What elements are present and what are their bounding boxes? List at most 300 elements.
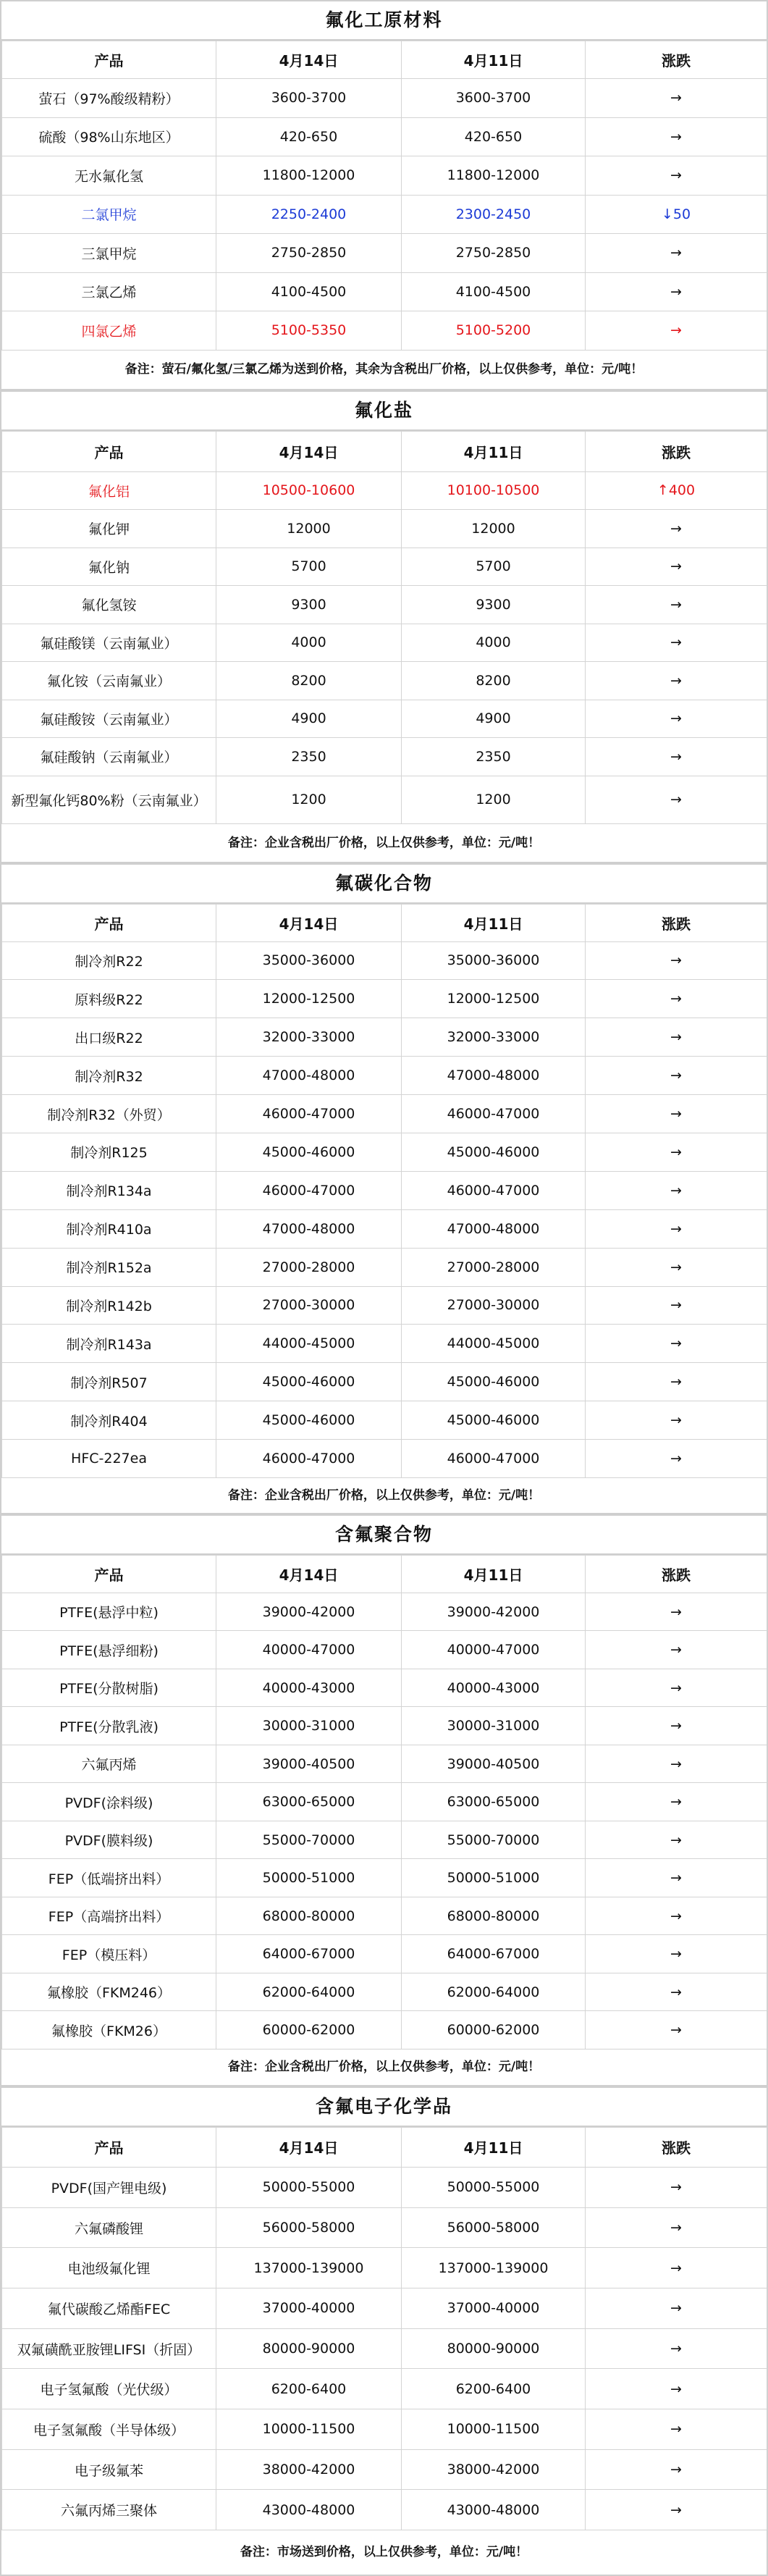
column-header: 4月14日 [216, 1555, 402, 1593]
change-cell: → [586, 79, 767, 118]
price-previous-cell: 6200-6400 [402, 2369, 586, 2409]
table-row [2, 1057, 767, 1095]
product-name-cell: 制冷剂R134a [2, 1171, 216, 1209]
column-header: 产品 [2, 41, 216, 79]
change-cell: → [586, 1669, 767, 1707]
price-previous-cell: 45000-46000 [402, 1363, 586, 1401]
product-name-cell: 六氟丙烯三聚体 [2, 2490, 216, 2530]
table-row [2, 547, 767, 586]
column-header: 产品 [2, 2127, 216, 2167]
product-name-cell: 硫酸（98%山东地区） [2, 117, 216, 156]
price-current-cell: 68000-80000 [216, 1897, 402, 1935]
price-previous-cell: 137000-139000 [402, 2248, 586, 2288]
table-row [2, 1745, 767, 1783]
section-title: 含氟电子化学品 [1, 2086, 767, 2127]
price-current-cell: 12000 [216, 510, 402, 548]
price-current-cell: 45000-46000 [216, 1133, 402, 1171]
section-title: 含氟聚合物 [1, 1514, 767, 1555]
change-cell: → [586, 1286, 767, 1325]
table-row [2, 2328, 767, 2369]
column-header: 4月14日 [216, 41, 402, 79]
price-previous-cell: 27000-30000 [402, 1286, 586, 1325]
price-current-cell: 45000-46000 [216, 1363, 402, 1401]
price-current-cell: 10000-11500 [216, 2409, 402, 2450]
product-name-cell: 氟化钾 [2, 510, 216, 548]
table-row [2, 1935, 767, 1973]
table-row [2, 1859, 767, 1897]
table-row [2, 510, 767, 548]
price-current-cell: 2350 [216, 738, 402, 776]
table-row [2, 2490, 767, 2530]
product-name-cell: PTFE(分散树脂) [2, 1669, 216, 1707]
price-previous-cell: 56000-58000 [402, 2207, 586, 2248]
column-header: 4月11日 [402, 431, 586, 471]
price-current-cell: 56000-58000 [216, 2207, 402, 2248]
table-row [2, 1821, 767, 1859]
price-current-cell: 11800-12000 [216, 156, 402, 196]
section [0, 2086, 768, 2576]
change-cell: → [586, 311, 767, 351]
product-name-cell: FEP（低端挤出料） [2, 1859, 216, 1897]
section-note: 备注：市场送到价格，以上仅供参考，单位：元/吨！ [1, 2530, 767, 2576]
change-cell: → [586, 117, 767, 156]
price-current-cell: 40000-43000 [216, 1669, 402, 1707]
product-name-cell: 双氟磺酰亚胺锂LIFSI（折固） [2, 2328, 216, 2369]
price-previous-cell: 47000-48000 [402, 1057, 586, 1095]
price-current-cell: 4100-4500 [216, 272, 402, 311]
table-header-row [2, 1555, 767, 1593]
table-row [2, 980, 767, 1018]
change-cell: → [586, 2328, 767, 2369]
change-cell: → [586, 1095, 767, 1133]
change-cell: → [586, 156, 767, 196]
change-cell: → [586, 2288, 767, 2329]
table-row [2, 1440, 767, 1478]
price-previous-cell: 55000-70000 [402, 1821, 586, 1859]
table-row [2, 1286, 767, 1325]
product-name-cell: 制冷剂R410a [2, 1209, 216, 1248]
price-current-cell: 32000-33000 [216, 1018, 402, 1057]
column-header: 4月14日 [216, 904, 402, 941]
table-row [2, 776, 767, 823]
change-cell: → [586, 2409, 767, 2450]
section [0, 863, 768, 1514]
change-cell: → [586, 738, 767, 776]
change-cell: ↓50 [586, 195, 767, 234]
table-row [2, 1631, 767, 1669]
price-previous-cell: 4100-4500 [402, 272, 586, 311]
table-row [2, 1783, 767, 1821]
price-previous-cell: 2350 [402, 738, 586, 776]
price-current-cell: 4000 [216, 624, 402, 662]
column-header: 产品 [2, 904, 216, 941]
column-header: 4月11日 [402, 1555, 586, 1593]
change-cell: → [586, 510, 767, 548]
price-current-cell: 35000-36000 [216, 941, 402, 980]
change-cell: → [586, 1018, 767, 1057]
product-name-cell: PVDF(国产锂电级) [2, 2167, 216, 2207]
section-note: 备注：企业含税出厂价格，以上仅供参考，单位：元/吨！ [1, 824, 767, 863]
table-row [2, 1209, 767, 1248]
table-row [2, 662, 767, 700]
price-previous-cell: 45000-46000 [402, 1133, 586, 1171]
table-row [2, 471, 767, 510]
table-row [2, 2409, 767, 2450]
section-note: 备注：企业含税出厂价格，以上仅供参考，单位：元/吨！ [1, 1478, 767, 1514]
change-cell: → [586, 2449, 767, 2490]
change-cell: → [586, 1973, 767, 2011]
table-row [2, 1973, 767, 2011]
product-name-cell: 氟橡胶（FKM246） [2, 1973, 216, 2011]
table-row [2, 1593, 767, 1631]
table-row [2, 1707, 767, 1745]
column-header: 产品 [2, 431, 216, 471]
table-row [2, 586, 767, 624]
product-name-cell: 制冷剂R32 [2, 1057, 216, 1095]
product-name-cell: 制冷剂R142b [2, 1286, 216, 1325]
table-row [2, 2167, 767, 2207]
section-note: 备注：企业含税出厂价格，以上仅供参考，单位：元/吨！ [1, 2050, 767, 2086]
price-previous-cell: 38000-42000 [402, 2449, 586, 2490]
change-cell: → [586, 1401, 767, 1440]
product-name-cell: 二氯甲烷 [2, 195, 216, 234]
section [0, 1514, 768, 2086]
price-previous-cell: 2750-2850 [402, 234, 586, 273]
price-current-cell: 137000-139000 [216, 2248, 402, 2288]
product-name-cell: 四氯乙烯 [2, 311, 216, 351]
table-row [2, 1363, 767, 1401]
change-cell: → [586, 2167, 767, 2207]
table-row [2, 2011, 767, 2050]
product-name-cell: 出口级R22 [2, 1018, 216, 1057]
price-current-cell: 46000-47000 [216, 1171, 402, 1209]
table-row [2, 738, 767, 776]
price-current-cell: 6200-6400 [216, 2369, 402, 2409]
table-row [2, 700, 767, 738]
price-current-cell: 420-650 [216, 117, 402, 156]
price-current-cell: 10500-10600 [216, 471, 402, 510]
table-header-row [2, 41, 767, 79]
section [0, 0, 768, 390]
column-header: 4月11日 [402, 2127, 586, 2167]
change-cell: → [586, 2248, 767, 2288]
section-title: 氟化工原材料 [1, 0, 767, 41]
price-current-cell: 40000-47000 [216, 1631, 402, 1669]
product-name-cell: 制冷剂R404 [2, 1401, 216, 1440]
product-name-cell: 新型氟化钙80%粉（云南氟业） [2, 776, 216, 823]
price-previous-cell: 2300-2450 [402, 195, 586, 234]
price-previous-cell: 46000-47000 [402, 1440, 586, 1478]
column-header: 涨跌 [586, 2127, 767, 2167]
price-previous-cell: 4000 [402, 624, 586, 662]
change-cell: → [586, 586, 767, 624]
price-previous-cell: 64000-67000 [402, 1935, 586, 1973]
table-row [2, 1248, 767, 1286]
product-name-cell: PVDF(膜料级) [2, 1821, 216, 1859]
product-name-cell: PVDF(涂料级) [2, 1783, 216, 1821]
table-row [2, 156, 767, 196]
product-name-cell: 三氯乙烯 [2, 272, 216, 311]
column-header: 涨跌 [586, 41, 767, 79]
product-name-cell: PTFE(分散乳液) [2, 1707, 216, 1745]
product-name-cell: 萤石（97%酸级精粉） [2, 79, 216, 118]
change-cell: → [586, 1707, 767, 1745]
price-previous-cell: 11800-12000 [402, 156, 586, 196]
change-cell: → [586, 1859, 767, 1897]
change-cell: → [586, 2490, 767, 2530]
price-previous-cell: 35000-36000 [402, 941, 586, 980]
product-name-cell: PTFE(悬浮细粉) [2, 1631, 216, 1669]
price-current-cell: 27000-30000 [216, 1286, 402, 1325]
table-header-row [2, 2127, 767, 2167]
table-row [2, 311, 767, 351]
table-row [2, 2207, 767, 2248]
change-cell: → [586, 1440, 767, 1478]
price-current-cell: 38000-42000 [216, 2449, 402, 2490]
change-cell: → [586, 980, 767, 1018]
price-previous-cell: 37000-40000 [402, 2288, 586, 2329]
product-name-cell: 制冷剂R507 [2, 1363, 216, 1401]
change-cell: → [586, 1745, 767, 1783]
price-previous-cell: 50000-51000 [402, 1859, 586, 1897]
table-row [2, 941, 767, 980]
change-cell: → [586, 1783, 767, 1821]
product-name-cell: 六氟丙烯 [2, 1745, 216, 1783]
price-table [1, 431, 767, 824]
column-header: 产品 [2, 1555, 216, 1593]
price-current-cell: 64000-67000 [216, 1935, 402, 1973]
price-current-cell: 60000-62000 [216, 2011, 402, 2050]
change-cell: → [586, 1935, 767, 1973]
price-previous-cell: 68000-80000 [402, 1897, 586, 1935]
change-cell: → [586, 547, 767, 586]
price-current-cell: 1200 [216, 776, 402, 823]
price-previous-cell: 420-650 [402, 117, 586, 156]
change-cell: → [586, 1171, 767, 1209]
price-current-cell: 55000-70000 [216, 1821, 402, 1859]
price-previous-cell: 32000-33000 [402, 1018, 586, 1057]
table-row [2, 1669, 767, 1707]
price-current-cell: 2750-2850 [216, 234, 402, 273]
product-name-cell: 电子氢氟酸（光伏级） [2, 2369, 216, 2409]
price-previous-cell: 27000-28000 [402, 1248, 586, 1286]
price-current-cell: 2250-2400 [216, 195, 402, 234]
price-previous-cell: 63000-65000 [402, 1783, 586, 1821]
product-name-cell: 氟化铵（云南氟业） [2, 662, 216, 700]
price-current-cell: 46000-47000 [216, 1440, 402, 1478]
change-cell: → [586, 700, 767, 738]
price-table [1, 41, 767, 351]
price-current-cell: 39000-42000 [216, 1593, 402, 1631]
price-current-cell: 37000-40000 [216, 2288, 402, 2329]
price-previous-cell: 12000-12500 [402, 980, 586, 1018]
product-name-cell: 氟硅酸铵（云南氟业） [2, 700, 216, 738]
price-previous-cell: 12000 [402, 510, 586, 548]
price-current-cell: 12000-12500 [216, 980, 402, 1018]
price-previous-cell: 30000-31000 [402, 1707, 586, 1745]
table-row [2, 272, 767, 311]
change-cell: → [586, 1363, 767, 1401]
price-table [1, 2127, 767, 2530]
table-row [2, 1095, 767, 1133]
column-header: 4月11日 [402, 904, 586, 941]
product-name-cell: 制冷剂R152a [2, 1248, 216, 1286]
change-cell: → [586, 1325, 767, 1363]
price-previous-cell: 40000-47000 [402, 1631, 586, 1669]
product-name-cell: 制冷剂R125 [2, 1133, 216, 1171]
price-previous-cell: 46000-47000 [402, 1095, 586, 1133]
price-table [1, 904, 767, 1478]
price-previous-cell: 62000-64000 [402, 1973, 586, 2011]
change-cell: → [586, 234, 767, 273]
change-cell: → [586, 1593, 767, 1631]
product-name-cell: 制冷剂R143a [2, 1325, 216, 1363]
product-name-cell: 无水氟化氢 [2, 156, 216, 196]
price-current-cell: 50000-55000 [216, 2167, 402, 2207]
change-cell: → [586, 662, 767, 700]
change-cell: → [586, 1248, 767, 1286]
price-current-cell: 27000-28000 [216, 1248, 402, 1286]
price-current-cell: 5100-5350 [216, 311, 402, 351]
table-row [2, 1171, 767, 1209]
product-name-cell: 氟化氢铵 [2, 586, 216, 624]
price-previous-cell: 9300 [402, 586, 586, 624]
change-cell: → [586, 2011, 767, 2050]
table-row [2, 1325, 767, 1363]
price-current-cell: 5700 [216, 547, 402, 586]
price-previous-cell: 80000-90000 [402, 2328, 586, 2369]
price-previous-cell: 5100-5200 [402, 311, 586, 351]
price-previous-cell: 45000-46000 [402, 1401, 586, 1440]
price-current-cell: 30000-31000 [216, 1707, 402, 1745]
change-cell: → [586, 624, 767, 662]
change-cell: → [586, 1209, 767, 1248]
change-cell: → [586, 1057, 767, 1095]
table-row [2, 1133, 767, 1171]
product-name-cell: 电子氢氟酸（半导体级） [2, 2409, 216, 2450]
price-previous-cell: 10000-11500 [402, 2409, 586, 2450]
product-name-cell: 氟化铝 [2, 471, 216, 510]
price-previous-cell: 50000-55000 [402, 2167, 586, 2207]
section-title: 氟化盐 [1, 390, 767, 431]
price-previous-cell: 44000-45000 [402, 1325, 586, 1363]
table-header-row [2, 431, 767, 471]
product-name-cell: 氟代碳酸乙烯酯FEC [2, 2288, 216, 2329]
price-table [1, 1555, 767, 2050]
product-name-cell: PTFE(悬浮中粒) [2, 1593, 216, 1631]
price-current-cell: 50000-51000 [216, 1859, 402, 1897]
price-current-cell: 80000-90000 [216, 2328, 402, 2369]
price-current-cell: 8200 [216, 662, 402, 700]
product-name-cell: 电子级氟苯 [2, 2449, 216, 2490]
price-previous-cell: 39000-42000 [402, 1593, 586, 1631]
price-previous-cell: 3600-3700 [402, 79, 586, 118]
product-name-cell: FEP（高端挤出料） [2, 1897, 216, 1935]
column-header: 涨跌 [586, 904, 767, 941]
change-cell: → [586, 2369, 767, 2409]
column-header: 涨跌 [586, 1555, 767, 1593]
product-name-cell: 制冷剂R32（外贸） [2, 1095, 216, 1133]
change-cell: → [586, 1631, 767, 1669]
table-header-row [2, 904, 767, 941]
table-row [2, 195, 767, 234]
price-previous-cell: 5700 [402, 547, 586, 586]
product-name-cell: 六氟磷酸锂 [2, 2207, 216, 2248]
price-current-cell: 62000-64000 [216, 1973, 402, 2011]
price-current-cell: 47000-48000 [216, 1209, 402, 1248]
product-name-cell: FEP（模压料） [2, 1935, 216, 1973]
section [0, 390, 768, 863]
change-cell: ↑400 [586, 471, 767, 510]
product-name-cell: 氟硅酸镁（云南氟业） [2, 624, 216, 662]
table-row [2, 79, 767, 118]
table-row [2, 1897, 767, 1935]
price-current-cell: 44000-45000 [216, 1325, 402, 1363]
price-previous-cell: 8200 [402, 662, 586, 700]
change-cell: → [586, 941, 767, 980]
product-name-cell: 制冷剂R22 [2, 941, 216, 980]
product-name-cell: HFC-227ea [2, 1440, 216, 1478]
product-name-cell: 氟橡胶（FKM26） [2, 2011, 216, 2050]
change-cell: → [586, 776, 767, 823]
product-name-cell: 电池级氟化锂 [2, 2248, 216, 2288]
price-current-cell: 46000-47000 [216, 1095, 402, 1133]
price-current-cell: 4900 [216, 700, 402, 738]
product-name-cell: 氟硅酸钠（云南氟业） [2, 738, 216, 776]
price-previous-cell: 43000-48000 [402, 2490, 586, 2530]
price-previous-cell: 10100-10500 [402, 471, 586, 510]
price-current-cell: 3600-3700 [216, 79, 402, 118]
table-row [2, 2248, 767, 2288]
price-previous-cell: 40000-43000 [402, 1669, 586, 1707]
change-cell: → [586, 272, 767, 311]
price-previous-cell: 4900 [402, 700, 586, 738]
change-cell: → [586, 1897, 767, 1935]
table-row [2, 2449, 767, 2490]
price-previous-cell: 46000-47000 [402, 1171, 586, 1209]
price-current-cell: 43000-48000 [216, 2490, 402, 2530]
section-title: 氟碳化合物 [1, 863, 767, 904]
table-row [2, 2288, 767, 2329]
price-previous-cell: 60000-62000 [402, 2011, 586, 2050]
section-note: 备注：萤石/氟化氢/三氯乙烯为送到价格，其余为含税出厂价格，以上仅供参考，单位：元/吨！ [1, 351, 767, 390]
column-header: 涨跌 [586, 431, 767, 471]
price-current-cell: 63000-65000 [216, 1783, 402, 1821]
column-header: 4月14日 [216, 431, 402, 471]
price-previous-cell: 47000-48000 [402, 1209, 586, 1248]
price-current-cell: 45000-46000 [216, 1401, 402, 1440]
price-current-cell: 9300 [216, 586, 402, 624]
product-name-cell: 原料级R22 [2, 980, 216, 1018]
table-row [2, 2369, 767, 2409]
product-name-cell: 氟化钠 [2, 547, 216, 586]
column-header: 4月14日 [216, 2127, 402, 2167]
table-row [2, 1401, 767, 1440]
price-previous-cell: 1200 [402, 776, 586, 823]
table-row [2, 117, 767, 156]
table-row [2, 624, 767, 662]
table-row [2, 1018, 767, 1057]
price-current-cell: 39000-40500 [216, 1745, 402, 1783]
price-current-cell: 47000-48000 [216, 1057, 402, 1095]
price-previous-cell: 39000-40500 [402, 1745, 586, 1783]
change-cell: → [586, 1133, 767, 1171]
change-cell: → [586, 1821, 767, 1859]
change-cell: → [586, 2207, 767, 2248]
product-name-cell: 三氯甲烷 [2, 234, 216, 273]
column-header: 4月11日 [402, 41, 586, 79]
table-row [2, 234, 767, 273]
